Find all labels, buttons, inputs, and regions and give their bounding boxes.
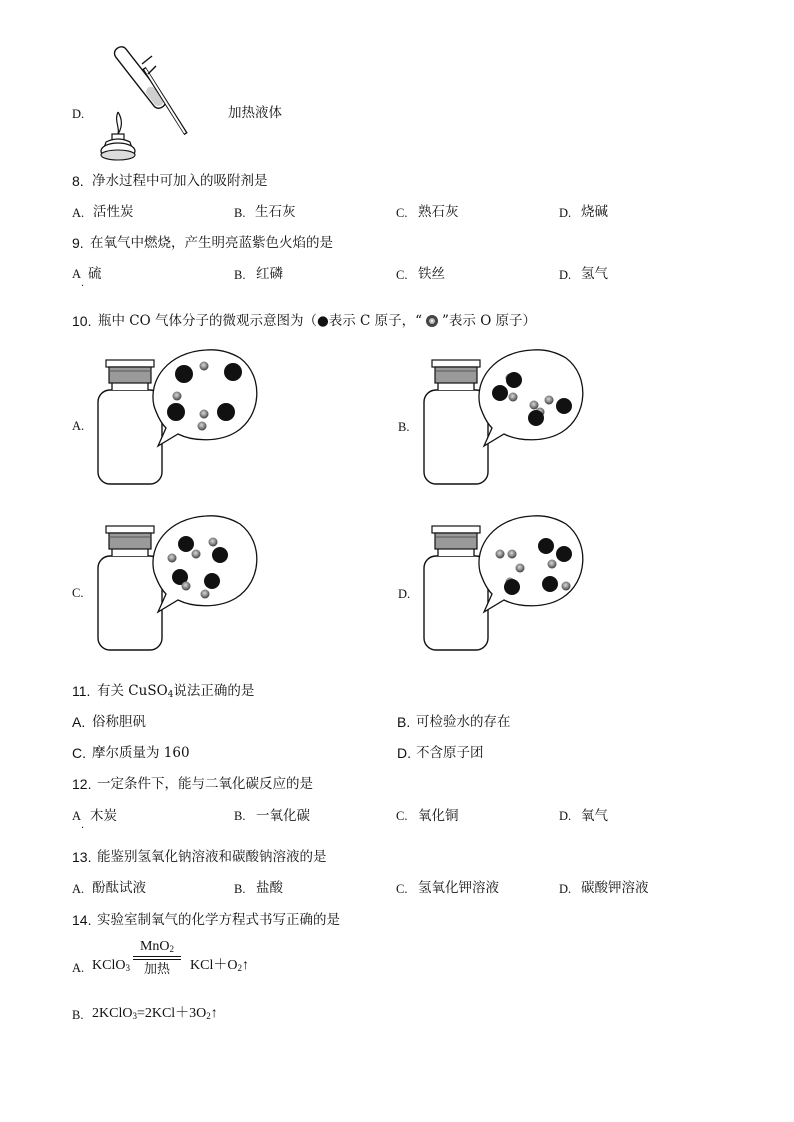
q11-stem: 有关 CuSO$_4$说法正确的是 — [97, 683, 255, 700]
q14-option-b-label: B. — [72, 1008, 84, 1022]
q10-option-b-figure — [414, 340, 594, 500]
q9-option-b-text: 红磷 — [256, 266, 283, 282]
q11-option-b-label: B. — [397, 714, 411, 730]
q13-stem: 能鉴别氢氧化钠溶液和碳酸钠溶液的是 — [97, 849, 327, 865]
q10-option-a-figure — [88, 340, 268, 500]
q13-number: 13. — [72, 849, 92, 865]
q11-option-a-label: A. — [72, 714, 86, 730]
q13-option-b-text: 盐酸 — [256, 880, 283, 896]
q13-option-c-text: 氢氧化钾溶液 — [418, 880, 499, 896]
q13-option-c-label: C. — [396, 882, 408, 896]
gas-bottle-icon — [98, 360, 162, 484]
q8-stem: 净水过程中可加入的吸附剂是 — [92, 173, 268, 189]
heating-liquid-apparatus-figure — [96, 38, 196, 160]
q9-option-d-text: 氢气 — [581, 266, 608, 282]
q12-option-d-text: 氧气 — [581, 808, 608, 824]
q12-stem: 一定条件下，能与二氧化碳反应的是 — [97, 776, 313, 792]
q14-option-b-equation: $2KClO_3=2KCl+3O_2↑$ — [92, 1006, 218, 1021]
q11-option-c-text: 摩尔质量为 160 — [92, 745, 190, 761]
q8-option-c-text: 熟石灰 — [418, 204, 459, 220]
q10-option-d-figure — [414, 506, 594, 666]
q9-option-b-label: B. — [234, 268, 246, 282]
q9-option-d-label: D. — [559, 268, 572, 282]
q10-option-c-label: C. — [72, 586, 84, 600]
q9-option-c-label: C. — [396, 268, 408, 282]
q11-option-d-label: D. — [397, 745, 411, 761]
q8-option-a-label: A. — [72, 206, 85, 220]
q14-stem: 实验室制氧气的化学方程式书写正确的是 — [97, 912, 340, 928]
gas-bottle-icon — [424, 526, 488, 650]
catalyst: MnO$_2$ — [139, 939, 175, 954]
q11-number: 11. — [72, 683, 91, 699]
q10-option-c-figure — [88, 506, 268, 666]
condition-text: 加热 — [143, 962, 170, 977]
q12-option-c-label: C. — [396, 809, 408, 823]
q10-stem-part2: ”表示 O 原子） — [442, 313, 537, 329]
q14-number: 14. — [72, 912, 92, 928]
q12-option-c-text: 氧化铜 — [418, 808, 459, 824]
q12-option-a-dot: · — [81, 823, 85, 834]
q10-option-a-label: A. — [72, 419, 85, 433]
q12-option-a-text: 木炭 — [90, 808, 117, 824]
q13-option-b-label: B. — [234, 882, 246, 896]
equals-line-top — [133, 956, 181, 957]
q9-option-a-text: 硫 — [88, 266, 102, 282]
q14-option-a-condition — [133, 939, 181, 978]
q12-option-d-label: D. — [559, 809, 572, 823]
q12-option-b-text: 一氧化碳 — [256, 808, 310, 824]
q14-option-a-label: A. — [72, 961, 85, 975]
q8-option-d-text: 烧碱 — [581, 204, 608, 220]
q11-option-a-text: 俗称胆矾 — [92, 714, 146, 730]
q7-option-d-text: 加热液体 — [228, 105, 282, 121]
gas-bottle-icon — [424, 360, 488, 484]
q13-option-a-label: A. — [72, 882, 85, 896]
q10-option-d-label: D. — [398, 587, 411, 601]
gas-bottle-icon — [98, 526, 162, 650]
q13-option-d-label: D. — [559, 882, 572, 896]
q8-option-c-label: C. — [396, 206, 408, 220]
q14-option-a-reactant: KClO$_3$ — [92, 958, 130, 973]
q8-option-d-label: D. — [559, 206, 572, 220]
q9-stem: 在氧气中燃烧，产生明亮蓝紫色火焰的是 — [90, 235, 333, 251]
q12-number: 12. — [72, 776, 92, 792]
q12-option-a-label: A — [72, 809, 82, 823]
q10-number: 10. — [72, 313, 92, 329]
equals-line-bottom — [133, 959, 181, 960]
q11-option-b-text: 可检验水的存在 — [416, 714, 511, 730]
oxygen-atom-legend-icon — [425, 314, 439, 328]
q9-option-a-label: A — [72, 267, 82, 281]
q8-option-b-text: 生石灰 — [255, 204, 296, 220]
q14-option-a-product: $KCl+O_2↑$ — [190, 958, 249, 973]
q12-option-b-label: B. — [234, 809, 246, 823]
q8-number: 8. — [72, 173, 84, 189]
q11-option-c-label: C. — [72, 745, 86, 761]
q7-option-d-label: D. — [72, 107, 85, 121]
q8-option-a-text: 活性炭 — [93, 204, 134, 220]
q10-option-b-label: B. — [398, 420, 410, 434]
q9-number: 9. — [72, 235, 84, 251]
q13-option-a-text: 酚酞试液 — [92, 880, 146, 896]
q8-option-b-label: B. — [234, 206, 246, 220]
q13-option-d-text: 碳酸钾溶液 — [581, 880, 649, 896]
q9-option-c-text: 铁丝 — [418, 266, 445, 282]
alcohol-lamp-icon — [101, 112, 135, 160]
q11-option-d-text: 不含原子团 — [416, 745, 484, 761]
speech-bubble — [479, 516, 583, 612]
q9-option-a-dot: · — [81, 281, 85, 292]
q10-stem-part1: 瓶中 CO 气体分子的微观示意图为（●表示 C 原子，“ — [98, 313, 423, 329]
test-tube-icon — [112, 44, 168, 110]
